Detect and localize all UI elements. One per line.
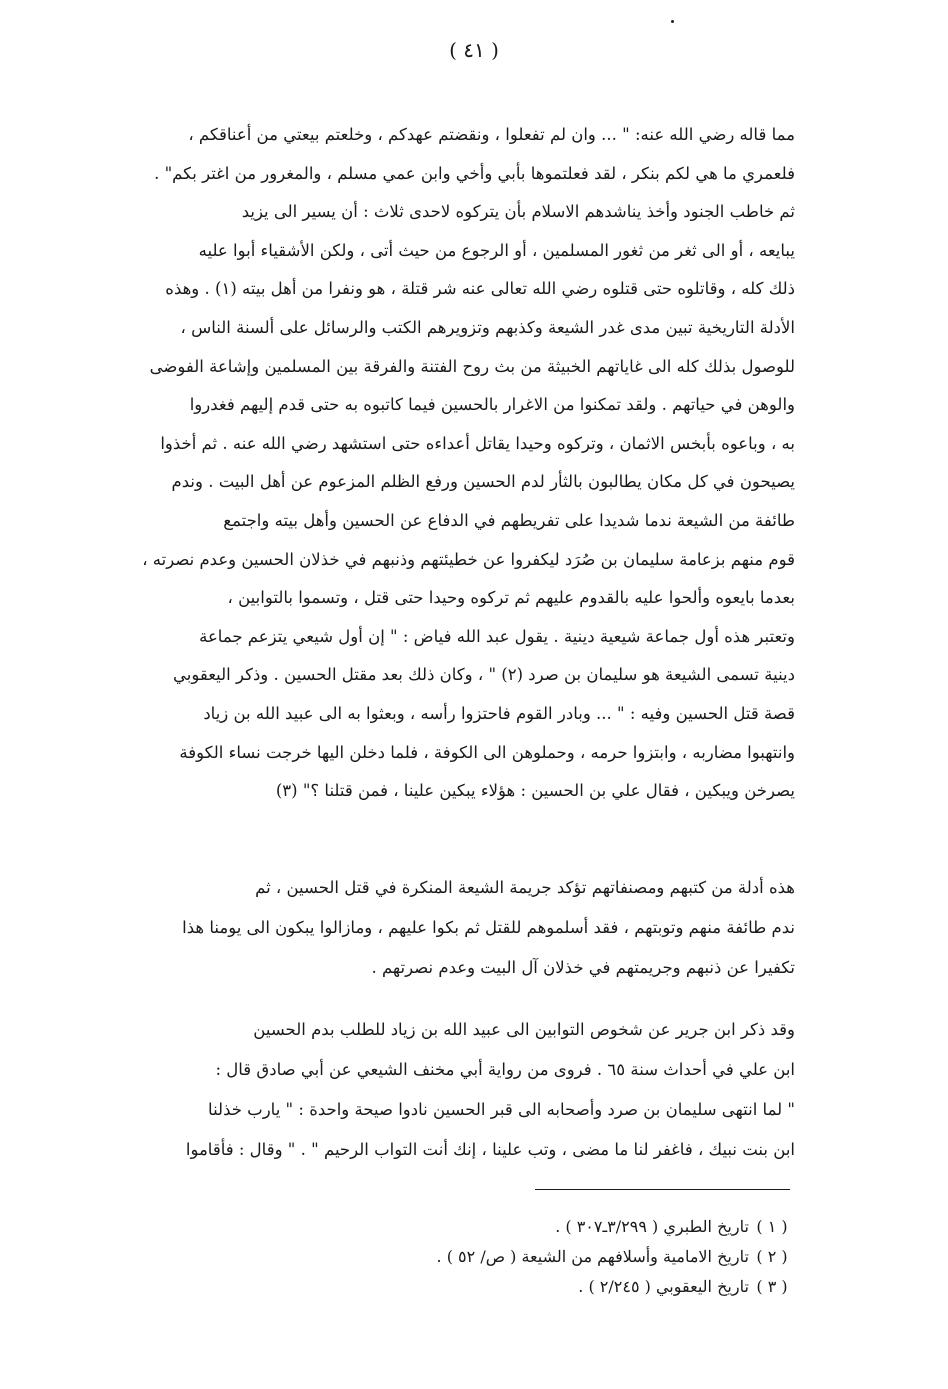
text-line: تكفيرا عن ذنبهم وجريمتهم في خذلان آل البيت وعدم نصرتهم . — [371, 958, 795, 977]
paragraph-3 — [135, 1010, 795, 1170]
text-line: هذه أدلة من كتبهم ومصنفاتهم تؤكد جريمة الشيعة المنكرة في قتل الحسين ، ثم — [255, 878, 795, 897]
stray-dot — [671, 20, 674, 23]
paragraph-2 — [135, 868, 795, 988]
text-line: ذلك كله ، وقاتلوه حتى قتلوه رضي الله تعالى عنه شر قتلة ، هو ونفرا من أهل بيته (١) . وهذه — [165, 279, 795, 299]
text-line: ابن بنت نبيك ، فاغفر لنا ما مضى ، وتب علينا ، إنك أنت التواب الرحيم " . " وقال : فأقاموا — [185, 1140, 795, 1159]
text-line: بعدما بايعوه وألحوا عليه بالقدوم عليهم ثم تركوه وحيدا حتى قتل ، وتسموا بالتوابين ، — [227, 588, 795, 608]
footnote-item — [300, 1212, 790, 1242]
text-line: يصيحون في كل مكان يطالبون بالثأر لدم الحسين ورفع الظلم المزعوم عن أهل البيت . وندم — [171, 472, 795, 492]
text-line: وقد ذكر ابن جرير عن شخوص التوابين الى عبيد الله بن زياد للطلب بدم الحسين — [253, 1020, 795, 1039]
footnote-item — [300, 1272, 790, 1302]
footnote-text: تاريخ اليعقوبي ( ٢/٢٤٥ ) . — [578, 1277, 749, 1296]
text-line: مما قاله رضي الله عنه: " ... وان لم تفعلوا ، ونقضتم عهدكم ، وخلعتم بيعتي من أعناقكم ، — [188, 125, 795, 144]
footnote-item — [300, 1242, 790, 1272]
text-line: والوهن في حياتهم . ولقد تمكنوا من الاغرار بالحسين فيما كاتبوه به حتى قدم إليهم فغدروا — [189, 395, 795, 415]
text-line: وانتهبوا مضاربه ، وابتزوا حرمه ، وحملوهن الى الكوفة ، فلما دخلن اليها خرجت نساء الكوفة — [179, 742, 795, 762]
text-line: ندم طائفة منهم وتوبتهم ، فقد أسلموهم للقتل ثم بكوا عليهم ، ومازالوا يبكون الى يومنا هذا — [182, 918, 795, 937]
text-line: يصرخن ويبكين ، فقال علي بن الحسين : هؤلاء يبكين علينا ، فمن قتلنا ؟" (٣) — [275, 781, 795, 801]
text-line: للوصول بذلك كله الى غاياتهم الخبيثة من بث روح الفتنة والفرقة بين المسلمين وإشاعة الفوضى — [149, 356, 795, 376]
text-line: يبايعه ، أو الى ثغر من ثغور المسلمين ، أو الرجوع من حيث أتى ، ولكن الأشقياء أبوا عليه — [198, 240, 795, 260]
text-line: " لما انتهى سليمان بن صرد وأصحابه الى قبر الحسين نادوا صيحة واحدة : " يارب خذلنا — [208, 1100, 795, 1119]
footnote-text: تاريخ الامامية وأسلافهم من الشيعة ( ص/ ٥٢ ) . — [436, 1247, 749, 1266]
text-line: ثم خاطب الجنود وأخذ يناشدهم الاسلام بأن يتركوه لاحدى ثلاث : أن يسير الى يزيد — [241, 202, 795, 222]
text-line: ابن علي في أحداث سنة ٦٥ . فروى من رواية أبي مخنف الشيعي عن أبي صادق قال : — [215, 1060, 795, 1079]
footnote-text: تاريخ الطبري ( ٣/٢٩٩ـ٣٠٧ ) . — [555, 1217, 749, 1236]
footnote-number: ( ١ ) — [756, 1217, 788, 1236]
text-line: فلعمري ما هي لكم بنكر ، لقد فعلتموها بأبي وأخي وابن عمي مسلم ، والمغرور من اغتر بكم" . — [154, 163, 795, 183]
text-line: طائفة من الشيعة ندما شديدا على تفريطهم في الدفاع عن الحسين وأهل بيته واجتمع — [223, 510, 795, 530]
footnote-divider — [535, 1189, 790, 1190]
paragraph-1 — [135, 116, 795, 811]
footnotes — [300, 1212, 790, 1302]
text-line: الأدلة التاريخية تبين مدى غدر الشيعة وكذبهم وتزويرهم الكتب والرسائل على ألسنة الناس ، — [180, 317, 795, 337]
text-line: قصة قتل الحسين وفيه : " ... وبادر القوم فاحتزوا رأسه ، وبعثوا به الى عبيد الله بن زياد — [203, 703, 795, 723]
text-line: به ، وباعوه بأبخس الاثمان ، وتركوه وحيدا يقاتل أعداءه حتى استشهد رضي الله عنه . ثم أخذوا — [160, 433, 795, 453]
text-line: قوم منهم بزعامة سليمان بن صُرَد ليكفروا عن خطيئتهم وذنبهم في خذلان الحسين وعدم نصرته ، — [142, 549, 795, 569]
text-line: وتعتبر هذه أول جماعة شيعية دينية . يقول عبد الله فياض : " إن أول شيعي يتزعم جماعة — [199, 626, 795, 646]
page-number: ( ٤١ ) — [449, 38, 499, 62]
footnote-number: ( ٢ ) — [756, 1247, 788, 1266]
text-line: دينية تسمى الشيعة هو سليمان بن صرد (٢) " ، وكان ذلك بعد مقتل الحسين . وذكر اليعقوبي — [172, 665, 795, 685]
footnote-number: ( ٣ ) — [756, 1277, 788, 1296]
